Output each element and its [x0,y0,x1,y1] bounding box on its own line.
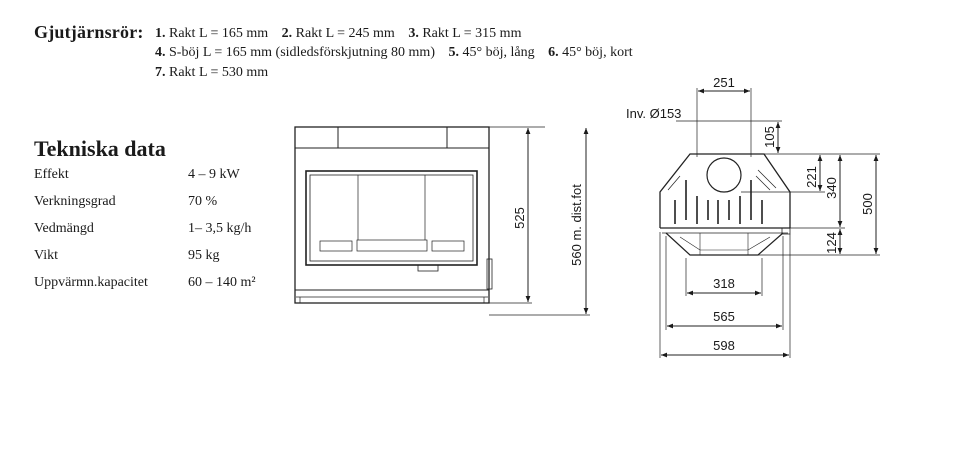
flue-outlet-circle [707,158,741,192]
pipe-num: 5. [448,45,459,60]
hearth-front [666,233,783,255]
grate-bar [320,241,352,251]
spec-key: Vikt [34,248,59,263]
ash-handle [418,265,438,271]
dim-height-label: 525 [512,207,527,229]
front-view-drawing [295,127,590,315]
spec-value: 4 – 9 kW [188,167,240,182]
hexagon-body [660,154,790,228]
pipe-text: 45° böj, lång [462,45,535,60]
dim-105-label: 105 [762,126,777,148]
air-pins [675,180,762,224]
pipe-text: Rakt L = 165 mm [169,26,269,41]
dim-251-label: 251 [713,75,735,90]
pipe-num: 7. [155,65,166,80]
inlet-label: Inv. Ø153 [626,106,682,121]
pipe-num: 6. [548,45,559,60]
pipe-num: 3. [408,26,419,41]
pipe-num: 2. [281,26,293,41]
spec-value: 1– 3,5 kg/h [188,221,252,236]
dim-598-label: 598 [713,338,735,353]
dim-500-label: 500 [860,193,875,215]
dim-floor-label: 560 m. dist.fot [569,184,584,266]
dim-221-label: 221 [804,166,819,188]
spec-value: 95 kg [188,248,220,263]
pipe-num: 4. [155,45,166,60]
spec-value: 60 – 140 m² [188,275,256,290]
pipe-text: Rakt L = 245 mm [295,26,395,41]
tech-title: Tekniska data [34,136,166,161]
grate-bar [357,240,427,251]
grate-bar [432,241,464,251]
stove-outline [295,127,489,303]
spec-key: Effekt [34,167,69,182]
pipe-num: 1. [155,26,166,41]
pipe-text: S-böj L = 165 mm (sidledsförskjutning 80 mm) [169,45,435,60]
dim-340-label: 340 [824,177,839,199]
spec-key: Vedmängd [34,221,94,236]
dim-318-label: 318 [713,276,735,291]
spec-value: 70 % [188,194,218,209]
pipe-text: Rakt L = 530 mm [169,65,269,80]
pipe-text: Rakt L = 315 mm [422,26,522,41]
spec-key: Verkningsgrad [34,194,116,209]
dim-124-label: 124 [824,232,839,254]
pipe-text: 45° böj, kort [562,45,633,60]
spec-key: Uppvärmn.kapacitet [34,275,148,290]
dim-565-label: 565 [713,309,735,324]
pipes-label: Gjutjärnsrör: [34,22,144,42]
